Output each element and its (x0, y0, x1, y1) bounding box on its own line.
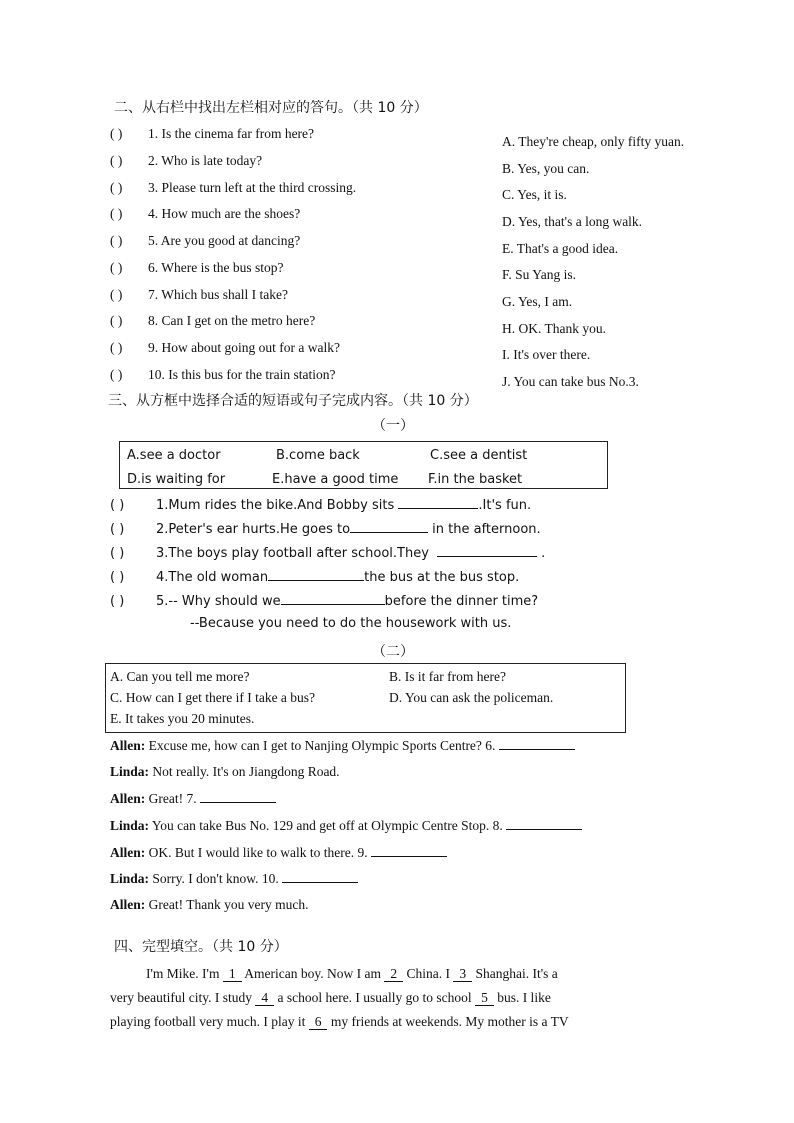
answer-paren[interactable]: ( ) (110, 340, 123, 355)
answer-paren[interactable]: ( ) (110, 367, 123, 382)
dialogue-line: Linda: Sorry. I don't know. 10. (110, 870, 358, 887)
blank-line[interactable] (350, 520, 428, 533)
speaker-name: Allen: (110, 897, 146, 912)
numbered-blank[interactable]: 6 (309, 1014, 328, 1030)
word-bank-option: A.see a doctor (127, 448, 221, 463)
answer-paren[interactable]: ( ) (110, 498, 125, 513)
word-bank-option: E.have a good time (272, 472, 399, 487)
answer-paren[interactable]: ( ) (110, 313, 123, 328)
answer-option: B. Yes, you can. (502, 161, 590, 176)
blank-line[interactable] (499, 737, 575, 750)
blank-line[interactable] (371, 844, 447, 857)
question-item: ( ) 3. Please turn left at the third crossing. (110, 180, 357, 195)
blank-line[interactable] (200, 790, 276, 803)
word-bank-option: B.come back (276, 448, 360, 463)
section-2-title: 二、从右栏中找出左栏相对应的答句。（共 10 分） (114, 100, 428, 116)
answer-paren[interactable]: ( ) (110, 126, 123, 141)
speaker-name: Linda: (110, 764, 150, 779)
answer-option: E. That's a good idea. (502, 241, 619, 256)
section-4-title: 四、完型填空。（共 10 分） (114, 939, 288, 955)
dialogue-line: Linda: Not really. It's on Jiangdong Road. (110, 764, 340, 779)
part-1-label: （一） (372, 418, 414, 434)
speaker-name: Allen: (110, 845, 146, 860)
blank-line[interactable] (437, 544, 537, 557)
blank-line[interactable] (506, 817, 582, 830)
passage-line: I'm Mike. I'm 1 American boy. Now I am 2 China. I 3 Shanghai. It's a (146, 966, 558, 981)
numbered-blank[interactable]: 2 (384, 966, 403, 982)
fill-item: ( ) 5.-- Why should we before the dinner time? (110, 594, 539, 609)
word-bank-option: D.is waiting for (127, 472, 226, 487)
question-item: ( ) 6. Where is the bus stop? (110, 260, 284, 275)
answer-option: G. Yes, I am. (502, 294, 573, 309)
numbered-blank[interactable]: 3 (453, 966, 472, 982)
answer-paren[interactable]: ( ) (110, 233, 123, 248)
speaker-name: Linda: (110, 818, 150, 833)
sentence-option: B. Is it far from here? (389, 669, 506, 684)
speaker-name: Allen: (110, 791, 146, 806)
dialogue-line: Allen: Excuse me, how can I get to Nanjing Olympic Sports Centre? 6. (110, 737, 575, 754)
answer-option: J. You can take bus No.3. (502, 374, 639, 389)
blank-line[interactable] (282, 870, 358, 883)
speaker-name: Allen: (110, 738, 146, 753)
question-item: ( ) 1. Is the cinema far from here? (110, 126, 315, 141)
question-item: ( ) 5. Are you good at dancing? (110, 233, 301, 248)
answer-option: F. Su Yang is. (502, 267, 576, 282)
answer-paren[interactable]: ( ) (110, 570, 125, 585)
answer-paren[interactable]: ( ) (110, 153, 123, 168)
answer-option: C. Yes, it is. (502, 187, 567, 202)
sentence-option: A. Can you tell me more? (110, 669, 250, 684)
blank-line[interactable] (281, 592, 385, 605)
answer-paren[interactable]: ( ) (110, 260, 123, 275)
fill-item-reply: --Because you need to do the housework with us. (190, 616, 512, 631)
fill-item: ( ) 1.Mum rides the bike.And Bobby sits .It's fun. (110, 498, 532, 513)
dialogue-line: Allen: OK. But I would like to walk to there. 9. (110, 844, 447, 861)
answer-option: I. It's over there. (502, 347, 591, 362)
question-item: ( ) 10. Is this bus for the train station? (110, 367, 336, 382)
blank-line[interactable] (398, 496, 478, 509)
question-item: ( ) 7. Which bus shall I take? (110, 287, 288, 302)
word-bank-option: C.see a dentist (430, 448, 528, 463)
part-2-label: （二） (372, 644, 414, 660)
answer-paren[interactable]: ( ) (110, 546, 125, 561)
speaker-name: Linda: (110, 871, 150, 886)
section-3-title: 三、从方框中选择合适的短语或句子完成内容。（共 10 分） (108, 393, 478, 409)
answer-paren[interactable]: ( ) (110, 180, 123, 195)
answer-option: A. They're cheap, only fifty yuan. (502, 134, 685, 149)
answer-option: H. OK. Thank you. (502, 321, 606, 336)
answer-paren[interactable]: ( ) (110, 206, 123, 221)
numbered-blank[interactable]: 5 (475, 990, 494, 1006)
blank-line[interactable] (268, 568, 364, 581)
question-item: ( ) 8. Can I get on the metro here? (110, 313, 316, 328)
fill-item: ( ) 4.The old woman the bus at the bus stop. (110, 570, 520, 585)
fill-item: ( ) 3.The boys play football after school.They . (110, 546, 546, 561)
dialogue-line: Allen: Great! 7. (110, 790, 276, 807)
fill-item: ( ) 2.Peter's ear hurts.He goes to in the afternoon. (110, 522, 541, 537)
passage-line: playing football very much. I play it 6 my friends at weekends. My mother is a TV (110, 1014, 569, 1029)
dialogue-line: Allen: Great! Thank you very much. (110, 897, 309, 912)
numbered-blank[interactable]: 4 (255, 990, 274, 1006)
word-bank-option: F.in the basket (428, 472, 523, 487)
question-item: ( ) 2. Who is late today? (110, 153, 263, 168)
question-item: ( ) 4. How much are the shoes? (110, 206, 301, 221)
sentence-option: D. You can ask the policeman. (389, 690, 554, 705)
numbered-blank[interactable]: 1 (223, 966, 242, 982)
dialogue-line: Linda: You can take Bus No. 129 and get off at Olympic Centre Stop. 8. (110, 817, 582, 834)
sentence-option: C. How can I get there if I take a bus? (110, 690, 316, 705)
answer-option: D. Yes, that's a long walk. (502, 214, 643, 229)
answer-paren[interactable]: ( ) (110, 287, 123, 302)
answer-paren[interactable]: ( ) (110, 594, 125, 609)
answer-paren[interactable]: ( ) (110, 522, 125, 537)
question-item: ( ) 9. How about going out for a walk? (110, 340, 340, 355)
passage-line: very beautiful city. I study 4 a school here. I usually go to school 5 bus. I like (110, 990, 551, 1005)
sentence-option: E. It takes you 20 minutes. (110, 711, 255, 726)
